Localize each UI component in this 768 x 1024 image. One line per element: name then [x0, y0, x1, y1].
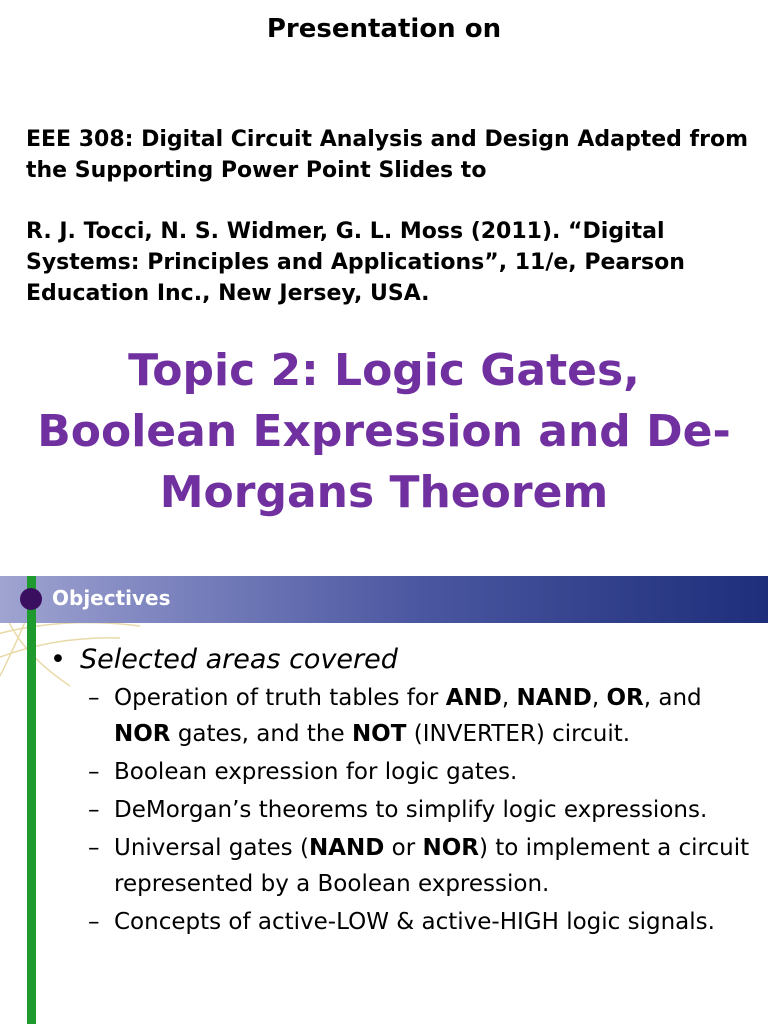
main-bullet: [50, 642, 760, 678]
list-item: – Operation of truth tables for AND, NAND, OR, and NOR gates, and the NOT (INVERTER) circuit.: [88, 685, 702, 747]
green-accent-bar: [27, 576, 36, 1024]
topic-line-3: Morgans Theorem: [159, 467, 609, 518]
list-item: – DeMorgan’s theorems to simplify logic expressions.: [88, 797, 708, 823]
course-title: EEE 308: Digital Circuit Analysis and Design Adapted from the Supporting Power Point Slides to: [26, 127, 749, 183]
cover-header: Presentation on: [266, 14, 502, 44]
main-bullet-text: Selected areas covered: [80, 644, 398, 675]
slide-title: Objectives: [52, 586, 171, 610]
bullet-dot-icon: [20, 588, 42, 610]
topic-line-1: Topic 2: Logic Gates,: [128, 345, 640, 396]
slide-content: [50, 642, 760, 942]
topic-title: [10, 340, 758, 523]
list-item: – Universal gates (NAND or NOR) to implement a circuit represented by a Boolean expression.: [88, 835, 750, 897]
topic-line-2: Boolean Expression and De-: [37, 406, 731, 457]
list-item: – Boolean expression for logic gates.: [88, 759, 518, 785]
sub-bullet-list: [50, 680, 760, 940]
list-item: – Concepts of active-LOW & active-HIGH logic signals.: [88, 909, 715, 935]
reference-citation: R. J. Tocci, N. S. Widmer, G. L. Moss (2011). “Digital Systems: Principles and Applications”, 11/e, Pearson Education Inc., New Jersey, USA.: [26, 219, 685, 306]
slide-title-bar: [0, 576, 768, 623]
objectives-slide: [0, 576, 768, 1024]
bullet-icon: •: [50, 644, 66, 675]
